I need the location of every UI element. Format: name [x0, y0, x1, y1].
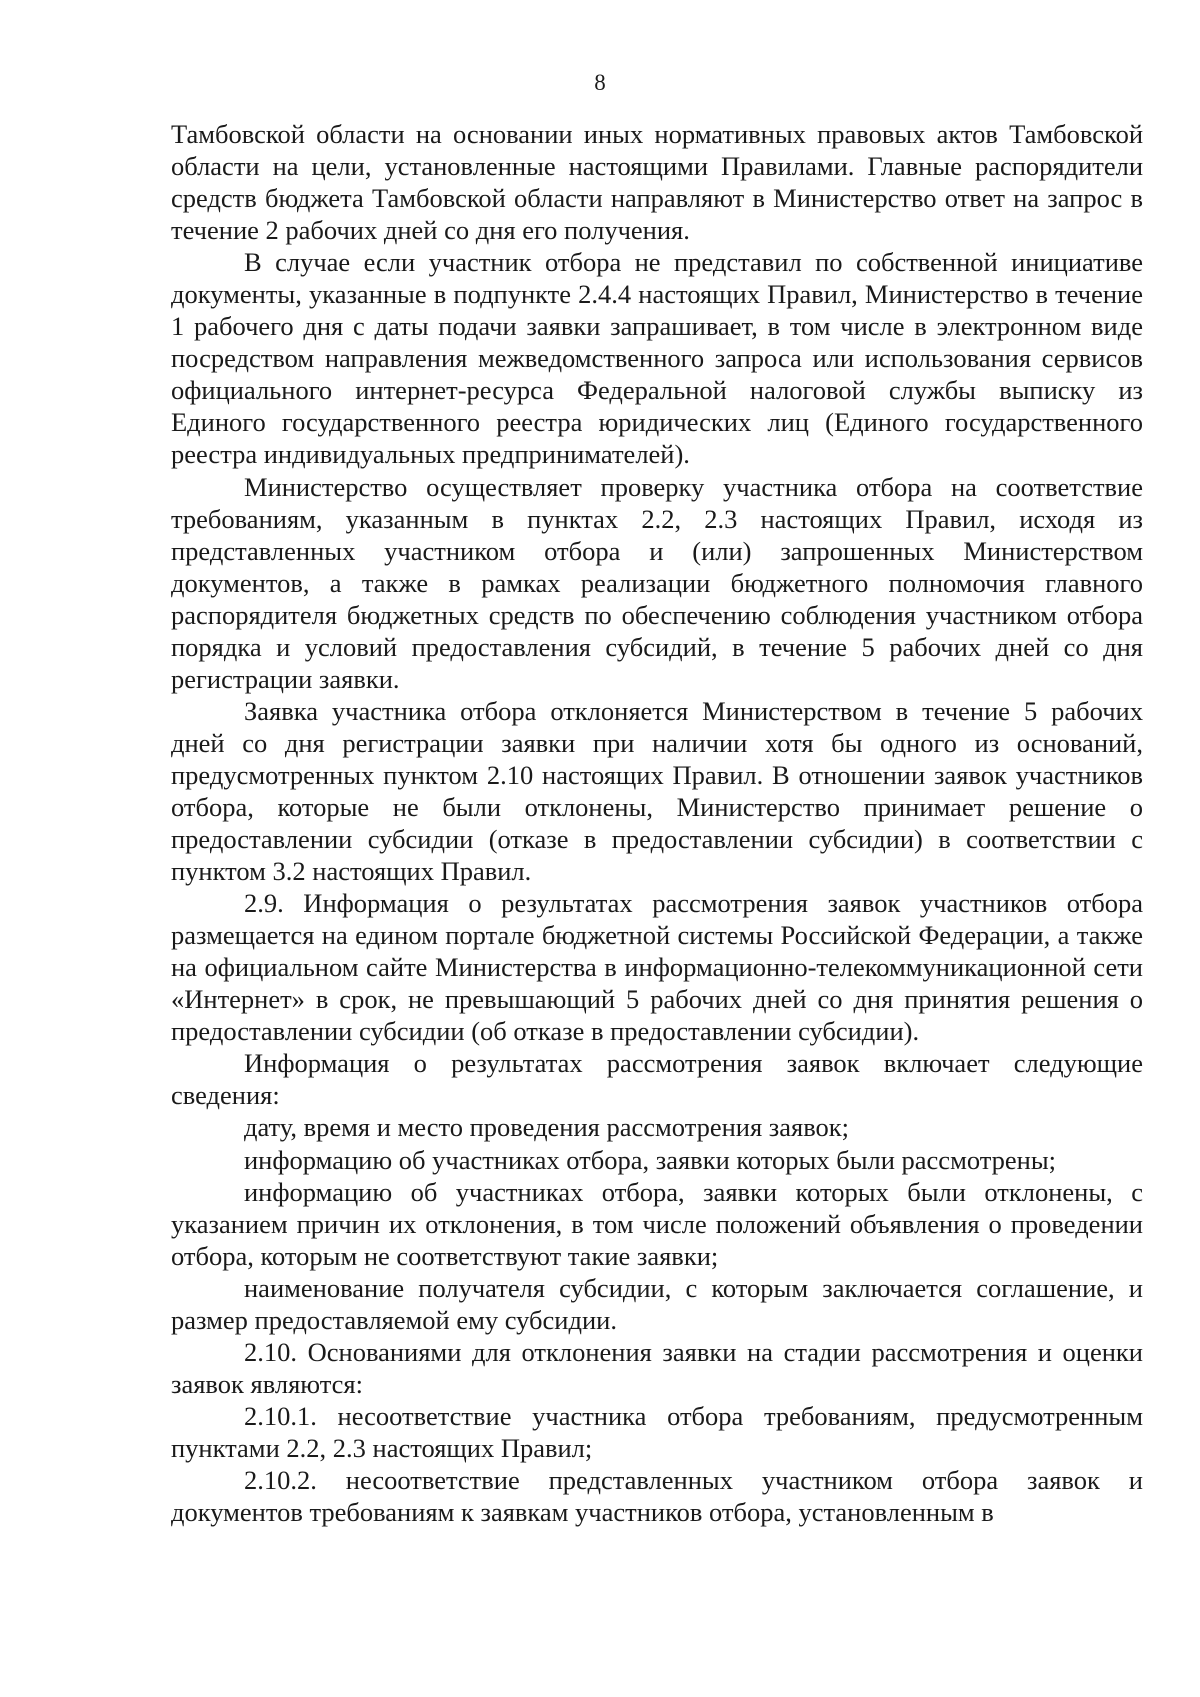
paragraph-2-10-2: 2.10.2. несоответствие представленных участником отбора заявок и документов требованиям к заявкам участников отбора, установленным в — [171, 1464, 1143, 1528]
paragraph-2-10: 2.10. Основаниями для отклонения заявки на стадии рассмотрения и оценки заявок являются: — [171, 1336, 1143, 1399]
paragraph-info-includes: Информация о результатах рассмотрения заявок включает следующие сведения: — [171, 1048, 1143, 1111]
paragraph-application-rejection: Заявка участника отбора отклоняется Министерством в течение 5 рабочих дней со дня регистрации заявки при наличии хотя бы одного из оснований, предусмотренных пунктом 2.10 настоящих Правил. В отношении заявок участников отбора, которые не были отклонены, Министерство принимает решение о предоставлении субсидии (отказе в предоставлении субсидии) в соответствии с пунктом 3.2 настоящих Правил. — [171, 695, 1143, 887]
paragraph-2-10-1: 2.10.1. несоответствие участника отбора требованиям, предусмотренным пунктами 2.2, 2.3 настоящих Правил; — [171, 1400, 1143, 1463]
list-item-rejected-participants: информацию об участниках отбора, заявки которых были отклонены, с указанием причин их отклонения, в том числе положений объявления о проведении отбора, которым не соответствуют такие заявки; — [171, 1176, 1143, 1271]
page-number: 8 — [594, 70, 606, 95]
list-item-recipient-name: наименование получателя субсидии, с которым заключается соглашение, и размер предоставляемой ему субсидии. — [171, 1272, 1143, 1335]
paragraph-2-9: 2.9. Информация о результатах рассмотрения заявок участников отбора размещается на едином портале бюджетной системы Российской Федерации, а также на официальном сайте Министерства в информационно-телекоммуникационной сети «Интернет» в срок, не превышающий 5 рабочих дней со дня принятия решения о предоставлении субсидии (об отказе в предоставлении субсидии). — [171, 888, 1143, 1047]
paragraph-continuation: Тамбовской области на основании иных нормативных правовых актов Тамбовской области на цели, установленные настоящими Правилами. Главные распорядители средств бюджета Тамбовской области направляют в Министерство ответ на запрос в течение 2 рабочих дней со дня его получения. — [171, 119, 1143, 246]
document-body — [171, 118, 1143, 1528]
paragraph-document-request: В случае если участник отбора не представил по собственной инициативе документы, указанные в подпункте 2.4.4 настоящих Правил, Министерство в течение 1 рабочего дня с даты подачи заявки запрашивает, в том числе в электронном виде посредством направления межведомственного запроса или использования сервисов официального интернет-ресурса Федеральной налоговой службы выписку из Единого государственного реестра юридических лиц (Единого государственного реестра индивидуальных предпринимателей). — [171, 247, 1143, 470]
paragraph-ministry-check: Министерство осуществляет проверку участника отбора на соответствие требованиям, указанным в пунктах 2.2, 2.3 настоящих Правил, исходя из представленных участником отбора и (или) запрошенных Министерством документов, а также в рамках реализации бюджетного полномочия главного распорядителя бюджетных средств по обеспечению соблюдения участником отбора порядка и условий предоставления субсидий, в течение 5 рабочих дней со дня регистрации заявки. — [171, 471, 1143, 694]
list-item-reviewed-participants: информацию об участниках отбора, заявки которых были рассмотрены; — [244, 1144, 1057, 1175]
list-item-date-time-place: дату, время и место проведения рассмотрения заявок; — [244, 1112, 850, 1143]
